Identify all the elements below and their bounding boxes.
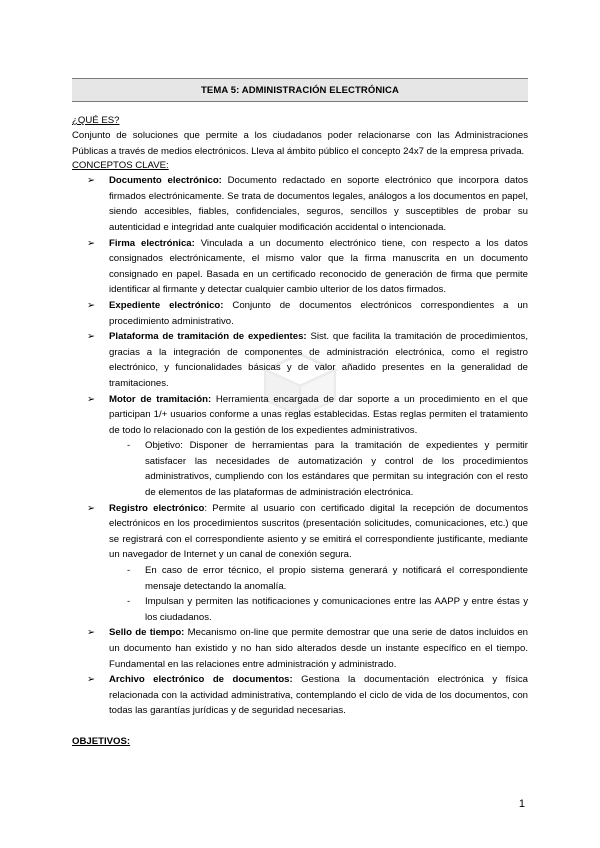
sub-list [109,438,528,500]
concept-term: Plataforma de tramitación de expedientes: [109,331,307,343]
main-content [72,114,528,749]
concept-text: Mecanismo on-line que permite demostrar que una serie de datos incluidos en un documento han existido y no han sido alterados desde un instante específico en el tiempo. Fundamental en las relaciones entre administración y administrado. [109,627,528,670]
page-title [72,78,528,102]
list-item [72,236,528,298]
arrow-bullet-icon: ➢ [87,627,96,639]
sub-list-item [109,438,528,500]
sub-list-item [109,594,528,625]
page-number: 1 [518,798,525,810]
concept-term: Sello de tiempo: [109,627,185,639]
concept-term: Expediente electrónico: [109,299,224,311]
dash-bullet-icon: - [127,440,131,452]
arrow-bullet-icon: ➢ [87,237,96,249]
page-title-text: TEMA 5: ADMINISTRACIÓN ELECTRÓNICA [201,84,399,96]
list-item [72,501,528,626]
sub-item-text: En caso de error técnico, el propio sistema generará y notificará el correspondiente mensaje detectando la anomalía. [145,565,528,592]
sub-item-text: Impulsan y permiten las notificaciones y comunicaciones entre las AAPP y entre éstas y los ciudadanos. [145,596,528,623]
concept-term: Archivo electrónico de documentos: [109,674,293,686]
section-heading-objetivos: OBJETIVOS: [72,735,131,747]
arrow-bullet-icon: ➢ [87,331,96,343]
sub-list-item [109,563,528,594]
arrow-bullet-icon: ➢ [87,674,96,686]
sub-list [109,563,528,625]
arrow-bullet-icon: ➢ [87,175,96,187]
concept-term: Motor de tramitación: [109,393,212,405]
list-item [72,392,528,501]
arrow-bullet-icon: ➢ [87,393,96,405]
concept-text: : Permite al usuario con certificado digital la recepción de documentos electrónicos en los procedimientos suscritos (presentación solicitudes, comunicaciones, etc.) que se registrará con el correspondiente asiento y se emitirá el correspondiente justificante, mediante un navegador de Internet y un canal de conexión segura. [109,502,528,561]
arrow-bullet-icon: ➢ [87,299,96,311]
section-heading-conceptos: CONCEPTOS CLAVE: [72,160,169,172]
sub-item-text: Objetivo: Disponer de herramientas para la tramitación de expedientes y permitir satisfacer las necesidades de automatización y control de los procedimientos administrativos, cumpliendo con los estándares que permitan su integración con el resto de elementos de las plataformas de administración electrónica. [145,440,528,499]
list-item [72,672,528,719]
list-item [72,298,528,329]
concept-text: Sist. que facilita la tramitación de procedimientos, gracias a la integración de componentes de administración electrónica, como el registro electrónico, y funcionalidades básicas y de valor añadido presentes en la generalidad de tramitaciones. [109,331,528,389]
concept-text: Conjunto de documentos electrónicos correspondientes a un procedimiento administrativo. [109,299,528,327]
list-item [72,625,528,672]
list-item [72,173,528,235]
list-item [72,329,528,391]
intro-paragraph: Conjunto de soluciones que permite a los ciudadanos poder relacionarse con las Administraciones Públicas a través de medios electrónicos. Lleva al ámbito público el concepto 24x7 de la empresa privada. [72,130,528,157]
arrow-bullet-icon: ➢ [87,502,96,514]
concept-term: Documento electrónico: [109,175,222,187]
concept-text: Herramienta encargada de dar soporte a un procedimiento en el que participan 1/+ usuarios conforme a unas reglas establecidas. Estas reglas permiten el tratamiento de todo lo relacionado con la gestión de los expedientes administrativos. [109,393,528,436]
concept-text: Vinculada a un documento electrónico tiene, con respecto a los datos consignados electrónicamente, el mismo valor que la firma manuscrita en un documento consignado en papel. Basada en un certificado reconocido de generación de firma que permite identificar al firmante y detectar cualquier cambio ulterior de los datos firmados. [109,237,528,296]
dash-bullet-icon: - [127,565,131,577]
dash-bullet-icon: - [127,596,131,608]
section-heading-que-es: ¿QUÉ ES? [72,115,120,126]
concept-text: Documento redactado en soporte electrónico que incorpora datos firmados electrónicamente. Se trata de documentos legales, análogos a los documentos en papel, siendo accesibles, fiables, confidenciales, seguros, sencillos y susceptibles de probar su autenticidad e integridad ante cualquier modificación accidental o intencionada. [109,175,528,233]
concepts-list [72,173,528,719]
concept-text: Gestiona la documentación electrónica y física relacionada con la actividad administrativa, contemplando el ciclo de vida de los documentos, con todas las garantías jurídicas y de seguridad necesarias. [109,674,528,717]
concept-term: Registro electrónico [109,502,205,514]
concept-term: Firma electrónica: [109,237,195,249]
